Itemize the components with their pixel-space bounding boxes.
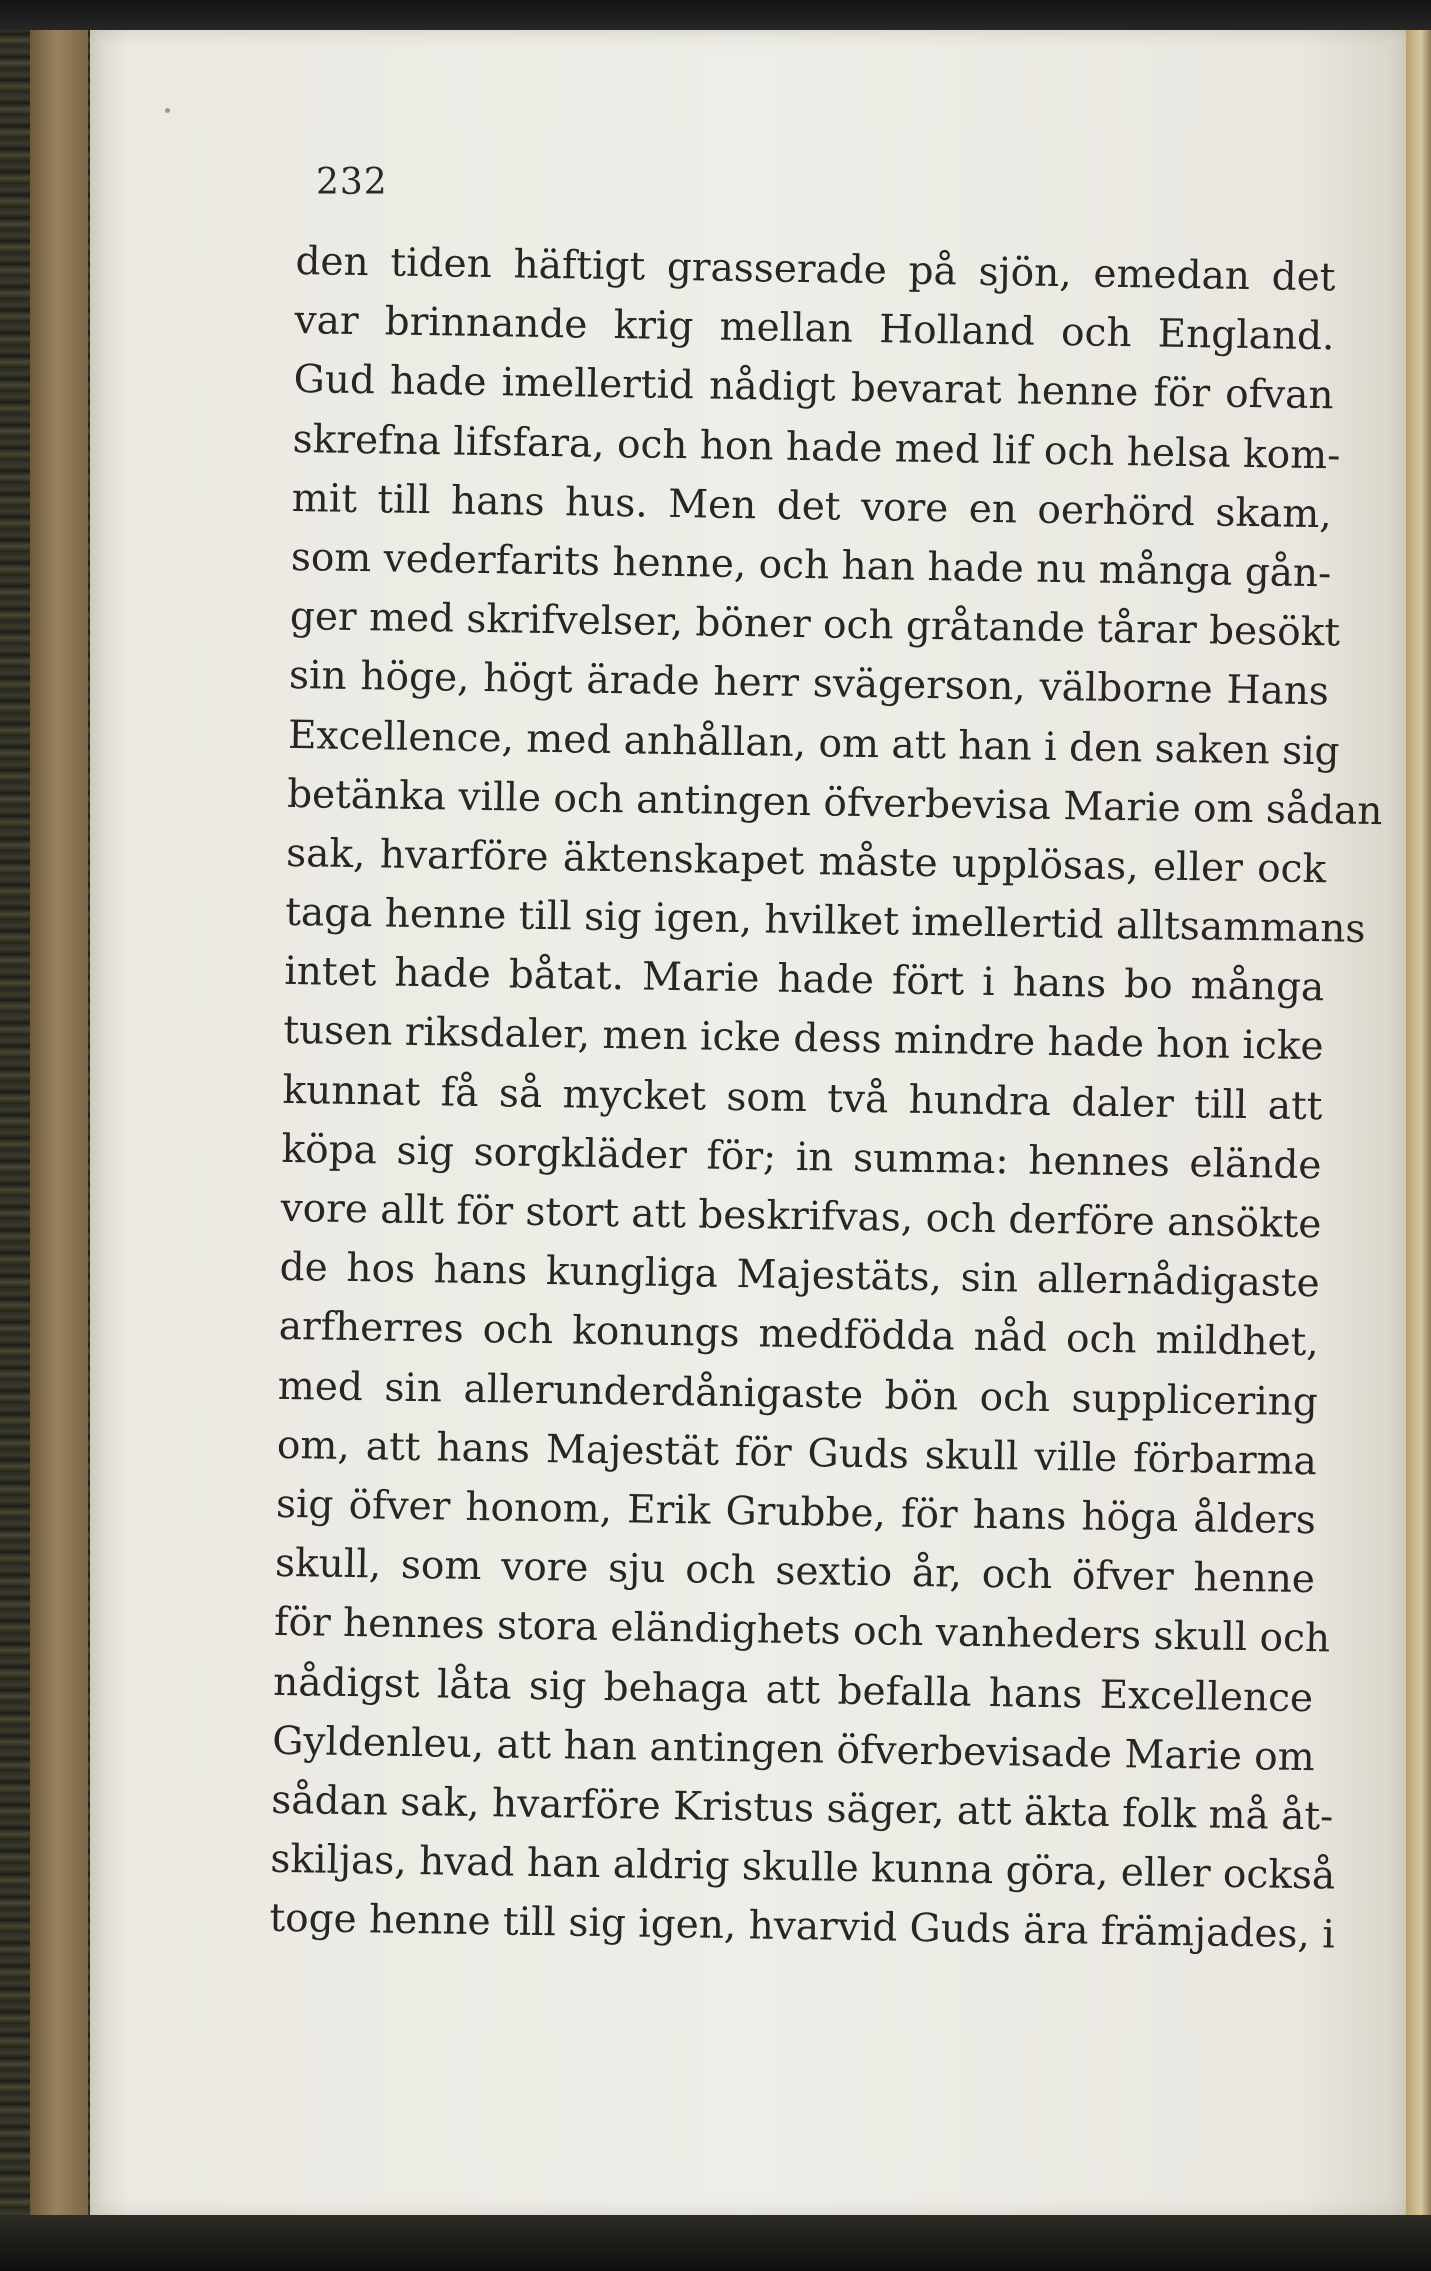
book-binding	[0, 0, 90, 2271]
text-line: toge henne till sig igen, hvarvid Guds ära främjades, i	[269, 1896, 1336, 1958]
text-line: skull, som vore sju och sextio år, och öfver henne	[274, 1540, 1316, 1603]
paper-speck	[165, 108, 170, 113]
text-line: skiljas, hvad han aldrig skulle kunna göra, eller också	[270, 1836, 1336, 1899]
body-text	[269, 232, 1383, 1965]
page-number: 232	[316, 162, 388, 203]
text-line: taga henne till sig igen, hvilket imellertid alltsammans	[284, 889, 1366, 952]
text-line: mit till hans hus. Men det vore en oerhörd skam,	[291, 475, 1333, 538]
text-line: sak, hvarföre äktenskapet måste upplösas, eller ock	[285, 830, 1327, 893]
page-edge-right	[1406, 30, 1431, 2216]
top-scan-border	[0, 0, 1431, 30]
text-line: Gud hade imellertid nådigt bevarat henne för ofvan	[293, 357, 1334, 419]
text-line: köpa sig sorgkläder för; in summa: hennes elände	[281, 1126, 1322, 1189]
text-line: med sin allerunderdånigaste bön och supplicering	[277, 1363, 1319, 1425]
text-line: de hos hans kungliga Majestäts, sin allernådigaste	[279, 1245, 1320, 1307]
text-line: den tiden häftigt grasserade på sjön, emedan det	[295, 238, 1336, 301]
text-line: sin höge, högt ärade herr svägerson, välborne Hans	[288, 653, 1330, 715]
bottom-scan-border	[0, 2215, 1431, 2271]
text-line: sig öfver honom, Erik Grubbe, för hans höga ålders	[275, 1481, 1317, 1544]
text-line: skrefna lifsfara, och hon hade med lif och helsa kom-	[292, 416, 1341, 478]
text-line: ger med skrifvelser, böner och gråtande tårar besökt	[289, 594, 1341, 656]
text-line: var brinnande krig mellan Holland och England.	[294, 298, 1335, 360]
text-line: kunnat få så mycket som två hundra daler till att	[282, 1067, 1323, 1129]
text-line: vore allt för stort att beskrifvas, och derföre ansökte	[280, 1185, 1322, 1248]
text-line: sådan sak, hvarföre Kristus säger, att äkta folk må åt-	[271, 1777, 1334, 1840]
text-line: betänka ville och antingen öfverbevisa Marie om sådan	[286, 771, 1383, 834]
text-line: som vederfarits henne, och han hade nu många gån-	[290, 534, 1332, 597]
text-line: intet hade båtat. Marie hade fört i hans bo många	[284, 949, 1325, 1011]
text-line: arfherres och konungs medfödda nåd och mildhet,	[278, 1304, 1320, 1366]
text-line: Gyldenleu, att han antingen öfverbevisade Marie om	[271, 1718, 1316, 1780]
text-line: nådigst låta sig behaga att befalla hans Excellence	[272, 1659, 1314, 1721]
binding-inner-edge	[30, 30, 88, 2240]
text-line: för hennes stora eländighets och vanheders skull och	[273, 1600, 1331, 1662]
text-line: om, att hans Majestät för Guds skull ville förbarma	[276, 1422, 1318, 1484]
text-line: tusen riksdaler, men icke dess mindre hade hon icke	[283, 1008, 1324, 1070]
text-line: Excellence, med anhållan, om att han i den saken sig	[287, 712, 1340, 774]
